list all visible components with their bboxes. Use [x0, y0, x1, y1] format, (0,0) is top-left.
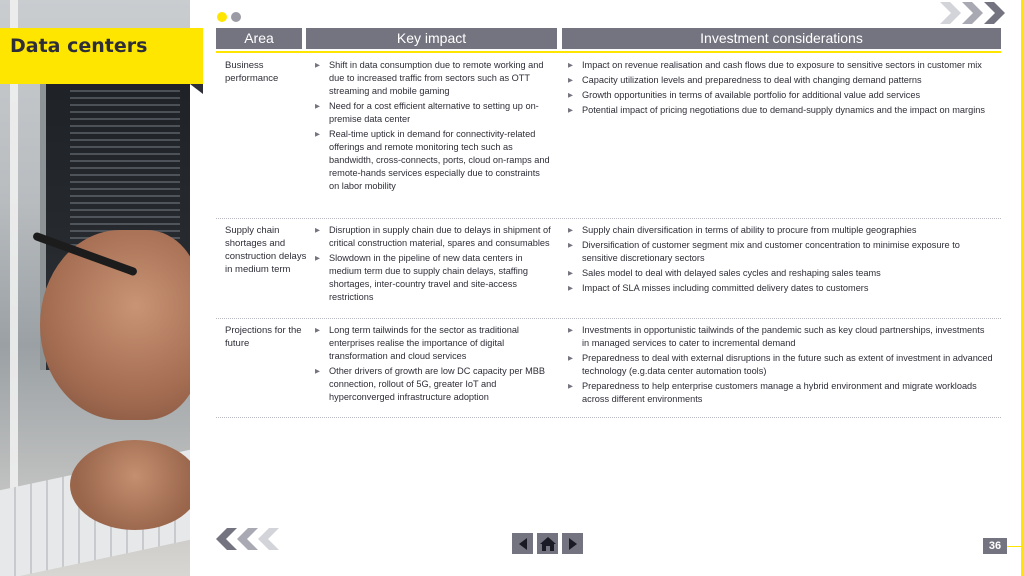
- page-title: Data centers: [10, 35, 148, 57]
- previous-page-button[interactable]: [512, 533, 533, 554]
- list-item: ▶ Supply chain diversification in terms of ability to procure from multiple geographies: [568, 224, 993, 237]
- list-item: ▶ Potential impact of pricing negotiations due to demand-supply dynamics and the impact on margins: [568, 104, 993, 117]
- investment-list: [568, 59, 993, 119]
- list-item: ▶ Real-time uptick in demand for connectivity-related offerings and remote monitoring tech such as bandwidth, cross-connects, ports, cloud on-ramps and remote-hands services especially due to constraints on labor mobility: [315, 128, 551, 193]
- list-item: ▶ Sales model to deal with delayed sales cycles and reshaping sales teams: [568, 267, 993, 280]
- list-item: ▶ Growth opportunities in terms of available portfolio for additional value add services: [568, 89, 993, 102]
- investment-list: [568, 324, 993, 408]
- table-row-business-performance: [216, 54, 1001, 219]
- header-key-impact: Key impact: [306, 28, 557, 49]
- triangle-left-icon: [518, 538, 528, 550]
- triple-chevron-left-icon[interactable]: [216, 528, 280, 550]
- header-area: Area: [216, 28, 302, 49]
- header-investment-considerations: Investment considerations: [562, 28, 1001, 49]
- key-impact-list: [315, 324, 551, 406]
- list-item: ▶ Impact of SLA misses including committed delivery dates to customers: [568, 282, 993, 295]
- yellow-dot-icon: [217, 12, 227, 22]
- next-page-button[interactable]: [562, 533, 583, 554]
- table-row-supply-chain: [216, 219, 1001, 319]
- row-area-label: Supply chain shortages and construction delays in medium term: [225, 225, 307, 275]
- list-item: ▶ Diversification of customer segment mix and customer concentration to minimise exposure to sensitive discretionary sectors: [568, 239, 993, 265]
- triangle-right-icon: [568, 538, 578, 550]
- list-item: ▶ Preparedness to help enterprise customers manage a hybrid environment and migrate workloads across different environments: [568, 380, 993, 406]
- home-button[interactable]: [537, 533, 558, 554]
- key-impact-list: [315, 224, 551, 306]
- table-row-projections: [216, 319, 1001, 418]
- hero-photo: [0, 0, 190, 576]
- page-number: 36: [983, 538, 1007, 554]
- page-number-line: [1007, 546, 1021, 547]
- triple-chevron-right-icon[interactable]: [940, 2, 1008, 24]
- list-item: ▶ Preparedness to deal with external disruptions in the future such as extent of investment in advanced technology (e.g.data center automation tools): [568, 352, 993, 378]
- investment-list: [568, 224, 993, 297]
- list-item: ▶ Need for a cost efficient alternative to setting up on-premise data center: [315, 100, 551, 126]
- home-icon: [540, 537, 556, 551]
- list-item: ▶ Other drivers of growth are low DC capacity per MBB connection, rollout of 5G, greater IoT and hyperconverged infrastructure adoption: [315, 365, 551, 404]
- key-impact-list: [315, 59, 551, 195]
- photo-typing-hand: [70, 440, 190, 530]
- header-underline: [216, 51, 1001, 53]
- title-banner-fold: [190, 84, 203, 94]
- list-item: ▶ Disruption in supply chain due to delays in shipment of critical construction material, spares and consumables: [315, 224, 551, 250]
- photo-hand: [40, 230, 190, 420]
- gray-dot-icon: [231, 12, 241, 22]
- row-area-label: Projections for the future: [225, 325, 302, 349]
- list-item: ▶ Long term tailwinds for the sector as traditional enterprises realise the importance of digital transformation and cloud services: [315, 324, 551, 363]
- list-item: ▶ Impact on revenue realisation and cash flows due to exposure to sensitive sectors in customer mix: [568, 59, 993, 72]
- list-item: ▶ Slowdown in the pipeline of new data centers in medium term due to supply chain delays, staffing shortages, inter-country travel and site-access restrictions: [315, 252, 551, 304]
- row-area-label: Business performance: [225, 60, 279, 84]
- list-item: ▶ Shift in data consumption due to remote working and due to increased traffic from sectors such as OTT streaming and mobile gaming: [315, 59, 551, 98]
- list-item: ▶ Investments in opportunistic tailwinds of the pandemic such as key cloud partnerships, investments in managed services to cater to incremental demand: [568, 324, 993, 350]
- title-banner: [0, 28, 203, 84]
- list-item: ▶ Capacity utilization levels and preparedness to deal with changing demand patterns: [568, 74, 993, 87]
